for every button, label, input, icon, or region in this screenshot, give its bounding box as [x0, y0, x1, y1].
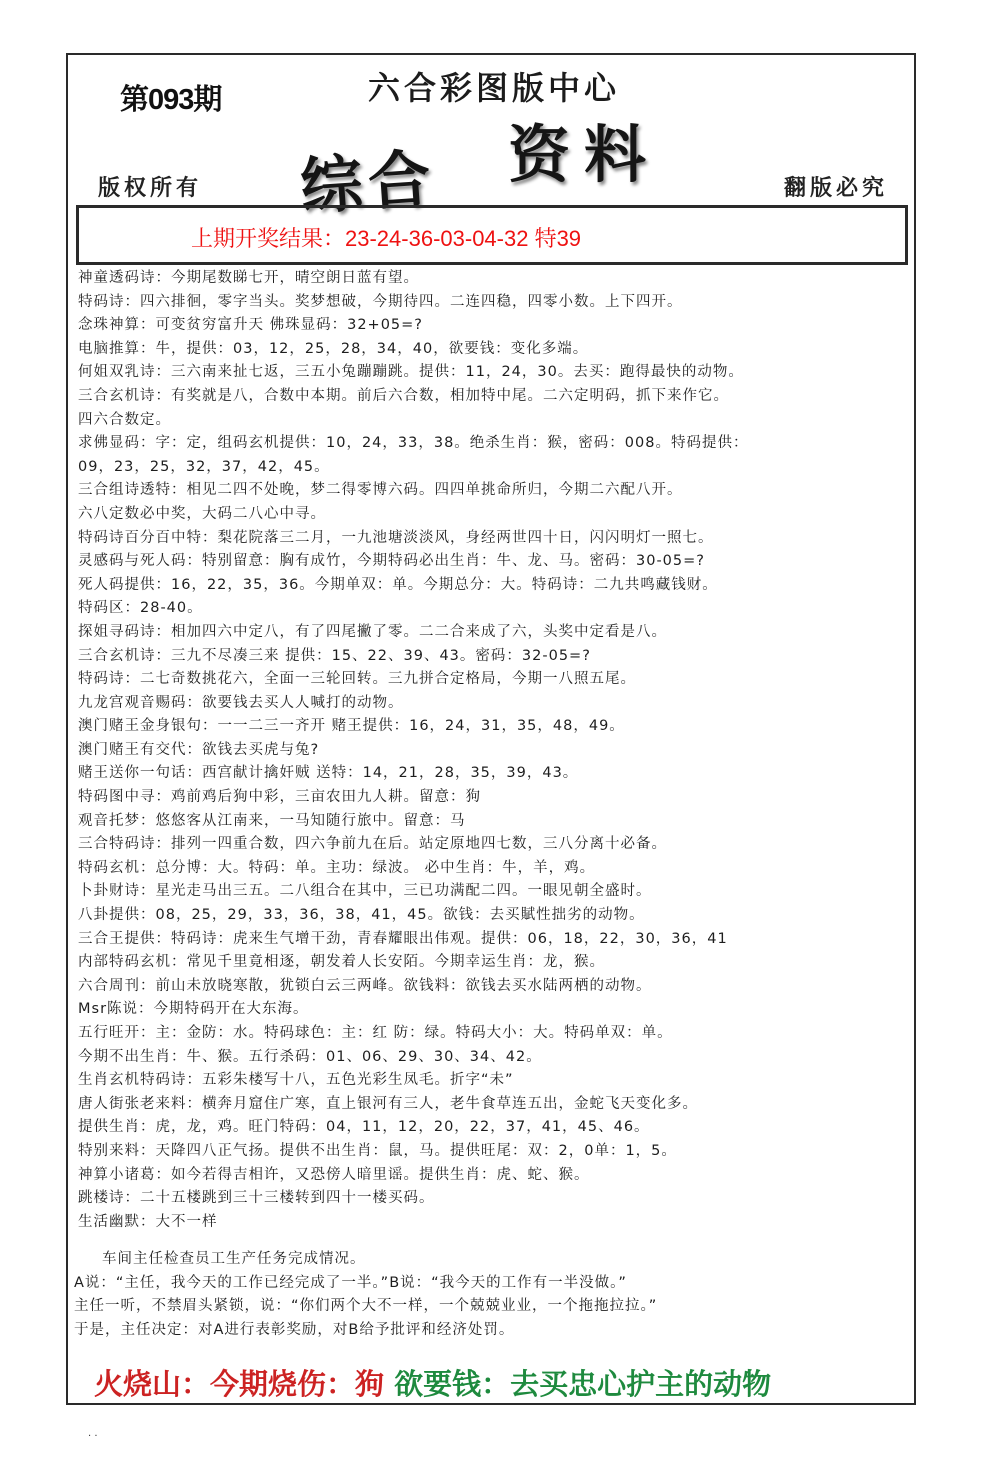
bottom-marks: . . [88, 1428, 98, 1439]
text-line: 六合周刊：前山未放晓寒散，犹锁白云三两峰。欲钱料：欲钱去买水陆两栖的动物。 [78, 977, 652, 994]
text-line: 三合玄机诗：有奖就是八，合数中本期。前后六合数，相加特中尾。二六定明码，抓下来作它。 [78, 387, 729, 404]
text-line: 何姐双乳诗：三六南来扯七返，三五小兔蹦蹦跳。提供：11，24，30。去买：跑得最快的动物。 [78, 364, 744, 381]
text-line: 跳楼诗：二十五楼跳到三十三楼转到四十一楼买码。 [78, 1190, 435, 1207]
text-line: 特别来料：天降四八正气扬。提供不出生肖：鼠，马。提供旺尾：双：2，0单：1，5。 [78, 1142, 677, 1159]
text-line: 09，23，25，32，37，42，45。 [78, 458, 330, 475]
humor-section [74, 1248, 904, 1342]
text-line: 探姐寻码诗：相加四六中定八，有了四尾撇了零。二二合来成了六，头奖中定看是八。 [78, 623, 667, 640]
text-line: 死人码提供：16，22，35，36。今期单双：单。今期总分：大。特码诗：二九共鸣藏钱财。 [78, 576, 718, 593]
joke-line: A说：“主任，我今天的工作已经完成了一半。”B说：“我今天的工作有一半没做。” [74, 1274, 627, 1291]
text-line: 观音托梦：悠悠客从江南来，一马知随行旅中。留意：马 [78, 812, 466, 829]
text-line: 念珠神算：可变贫穷富升天 佛珠显码：32+05=? [78, 317, 424, 334]
footer-green-text: 欲要钱：去买忠心护主的动物 [394, 1367, 772, 1401]
text-line: 神算小诸葛：如今若得吉相许，又恐傍人暗里谣。提供生肖：虎、蛇、猴。 [78, 1166, 590, 1183]
text-line: 电脑推算：牛，提供：03，12，25，28，34，40，欲要钱：变化多端。 [78, 340, 589, 357]
text-line: 卜卦财诗：星光走马出三五。二八组合在其中，三已功满配二四。一眼见朝全盛时。 [78, 883, 652, 900]
text-line: 特码诗：四六排徊，零字当头。奖梦想破，今期待四。二连四稳，四零小数。上下四开。 [78, 293, 683, 310]
text-line: 特码诗百分百中特：梨花院落三二月，一九池塘淡淡风，身经两世四十日，闪闪明灯一照七。 [78, 529, 714, 546]
text-line: 三合玄机诗：三九不尽凑三来 提供：15、22、39、43。密码：32-05=? [78, 647, 591, 664]
copyright-left: 版权所有 [98, 175, 203, 201]
text-line: 求佛显码：字：定，组码玄机提供：10，24，33，38。绝杀生肖：猴，密码：008。特码提供： [78, 435, 749, 452]
text-line: 赌王送你一句话：西宫献计擒奸贼 送特：14，21，28，35，39，43。 [78, 765, 579, 782]
joke-line: 主任一听，不禁眉头紧锁，说：“你们两个大不一样，一个兢兢业业，一个拖拖拉拉。” [74, 1298, 658, 1315]
copyright-right: 翻版必究 [783, 175, 888, 201]
footer-banner [94, 1362, 771, 1403]
document-frame [66, 53, 916, 1405]
big-title-part1: 综合 [297, 141, 439, 224]
issue-number: 第093期 [120, 84, 222, 116]
text-line: 六八定数必中奖，大码二八心中寻。 [78, 505, 326, 522]
footer-red-text: 火烧山：今期烧伤：狗 [94, 1367, 385, 1401]
text-line: 四六合数定。 [78, 411, 171, 428]
text-line: 特码诗：二七奇数挑花六，全面一三轮回转。三九拼合定格局，今期一八照五尾。 [78, 671, 636, 688]
last-result-text: 上期开奖结果：23-24-36-03-04-32 特39 [191, 226, 582, 251]
text-line: 灵感码与死人码：特别留意：胸有成竹，今期特码必出生肖：牛、龙、马。密码：30-05=? [78, 553, 705, 570]
text-line: Msr陈说：今期特码开在大东海。 [78, 1001, 309, 1018]
text-line: 澳门赌王有交代：欲钱去买虎与兔? [78, 741, 320, 758]
text-line: 特码玄机：总分博：大。特码：单。主功：绿波。 必中生肖：牛，羊，鸡。 [78, 859, 596, 876]
text-line: 内部特码玄机：常见千里竟相逐，朝发着人长安陌。今期幸运生肖：龙，猴。 [78, 954, 605, 971]
text-line: 澳门赌王金身银句：一一二三一齐开 赌王提供：16，24，31，35，48，49。 [78, 718, 625, 735]
text-line: 唐人街张老来料：横奔月窟住广寒，直上银河有三人，老牛食草连五出，金蛇飞天变化多。 [78, 1095, 698, 1112]
last-result-box [76, 205, 908, 265]
text-line: 生肖玄机特码诗：五彩朱楼写十八，五色光彩生凤毛。折字“未” [78, 1072, 514, 1089]
big-title-part2: 资料 [508, 118, 661, 191]
text-line: 三合组诗透特：相见二四不处晚，梦二得零博六码。四四单挑命所归，今期二六配八开。 [78, 482, 683, 499]
text-line: 三合特码诗：排列一四重合数，四六争前九在后。站定原地四七数，三八分离十必备。 [78, 836, 667, 853]
text-line: 特码图中寻：鸡前鸡后狗中彩，三亩农田九人耕。留意：狗 [78, 789, 481, 806]
text-line: 三合王提供：特码诗：虎来生气增干劲，青春耀眼出伟观。提供：06，18，22，30，36，41 [78, 930, 728, 947]
text-line: 八卦提供：08，25，29，33，36，38，41，45。欲钱：去买賦性拙劣的动物。 [78, 907, 645, 924]
content-lines [78, 267, 908, 1234]
joke-title: 车间主任检查员工生产任务完成情况。 [102, 1251, 366, 1267]
text-line: 特码区：28-40。 [78, 600, 203, 617]
publisher-title: 六合彩图版中心 [368, 69, 621, 107]
joke-line: 于是，主任决定：对A进行表彰奖励，对B给予批评和经济处罚。 [74, 1321, 515, 1338]
text-line: 提供生肖：虎，龙，鸡。旺门特码：04，11，12，20，22，37，41，45、46。 [78, 1119, 650, 1136]
text-line: 神童透码诗：今期尾数睇七开，晴空朗日蓝有望。 [78, 270, 419, 286]
text-line: 九龙宫观音赐码：欲要钱去买人人喊打的动物。 [78, 694, 404, 711]
text-line: 生活幽默：大不一样 [78, 1213, 218, 1230]
text-line: 五行旺开：主：金防：水。特码球色：主：红 防：绿。特码大小：大。特码单双：单。 [78, 1025, 673, 1041]
text-line: 今期不出生肖：牛、猴。五行杀码：01、06、29、30、34、42。 [78, 1048, 542, 1065]
